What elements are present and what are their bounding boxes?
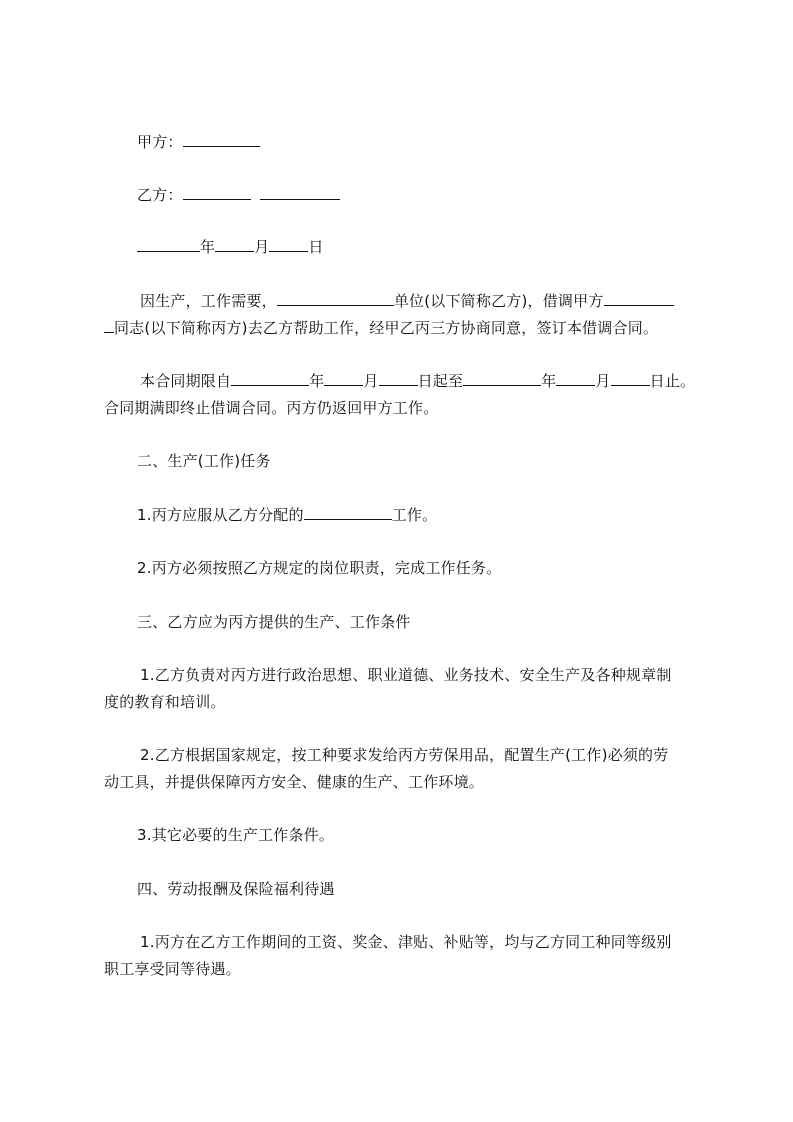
date-year-blank	[137, 237, 200, 252]
term-month2-blank	[556, 371, 595, 386]
term-line-2: 合同期满即终止借调合同。丙方仍返回甲方工作。	[104, 399, 439, 417]
comrade-blank-1	[604, 291, 674, 306]
party-a-blank	[183, 132, 260, 147]
term-month1-blank	[324, 371, 363, 386]
term-day1-label: 日起至	[417, 372, 464, 390]
comrade-blank-2	[104, 318, 114, 333]
party-b-blank-1	[183, 185, 251, 200]
section3-item-3: 3.其它必要的生产工作条件。	[137, 826, 335, 844]
section3-item-2-line-2: 动工具，并提供保障丙方安全、健康的生产、工作环境。	[104, 773, 485, 791]
party-b-label: 乙方：	[137, 186, 183, 204]
term-line-1	[140, 371, 695, 391]
unit-blank	[277, 291, 394, 306]
assigned-work-blank	[304, 505, 392, 520]
section3-item-1-line-1: 1.乙方负责对丙方进行政治思想、职业道德、业务技术、安全生产及各种规章制	[140, 666, 672, 684]
intro-text-2: 同志(以下简称丙方)去乙方帮助工作，经甲乙丙三方协商同意，签订本借调合同。	[114, 319, 659, 337]
section3-item-2-line-1: 2.乙方根据国家规定，按工种要求发给丙方劳保用品，配置生产(工作)必须的劳	[140, 746, 669, 764]
party-a-label: 甲方：	[137, 133, 183, 151]
term-month2-label: 月	[595, 372, 611, 390]
intro-text-1a: 因生产，工作需要，	[140, 292, 277, 310]
date-line	[137, 237, 324, 257]
term-year1-label: 年	[309, 372, 325, 390]
party-b-blank-2	[260, 185, 340, 200]
section2-item1-text-a: 1.丙方应服从乙方分配的	[137, 506, 304, 524]
section2-item-2: 2.丙方必须按照乙方规定的岗位职责，完成工作任务。	[137, 559, 502, 577]
term-year2-blank	[463, 371, 541, 386]
section4-item-1-line-2: 职工享受同等待遇。	[104, 960, 241, 978]
term-day2-blank	[611, 371, 650, 386]
term-year1-blank	[231, 371, 309, 386]
date-year-label: 年	[200, 238, 216, 256]
date-month-blank	[215, 237, 254, 252]
date-day-blank	[269, 237, 308, 252]
intro-line-2	[104, 318, 658, 338]
term-month1-label: 月	[363, 372, 379, 390]
date-month-label: 月	[254, 238, 270, 256]
section3-item-1-line-2: 度的教育和培训。	[104, 693, 226, 711]
date-day-label: 日	[308, 238, 324, 256]
section4-heading: 四、劳动报酬及保险福利待遇	[137, 880, 335, 898]
term-day2-label: 日止。	[649, 372, 696, 390]
section2-item-1	[137, 505, 437, 525]
section2-heading: 二、生产(工作)任务	[137, 452, 271, 470]
term-year2-label: 年	[541, 372, 557, 390]
section3-heading: 三、乙方应为丙方提供的生产、工作条件	[137, 613, 411, 631]
term-day1-blank	[379, 371, 418, 386]
section4-item-1-line-1: 1.丙方在乙方工作期间的工资、奖金、津贴、补贴等，均与乙方同工种同等级别	[140, 933, 672, 951]
term-text-start: 本合同期限自	[140, 372, 232, 390]
intro-line-1	[140, 291, 674, 311]
intro-text-1b: 单位(以下简称乙方)，借调甲方	[393, 292, 604, 310]
party-b-line	[137, 185, 340, 205]
section2-item1-text-b: 工作。	[391, 506, 438, 524]
party-a-line	[137, 132, 260, 152]
